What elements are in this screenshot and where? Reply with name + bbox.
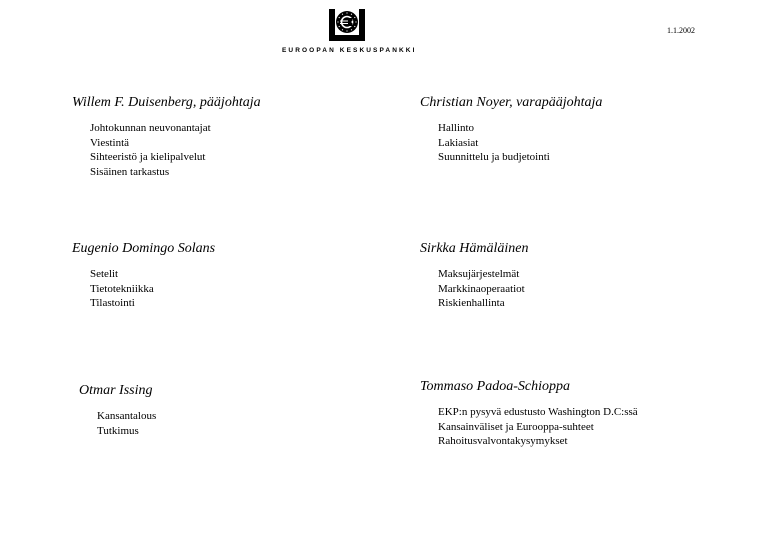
- board-member-block: [79, 383, 156, 438]
- document-date: 1.1.2002: [667, 26, 695, 35]
- duty-item: Lakiasiat: [438, 136, 479, 149]
- duties-list: [438, 267, 528, 311]
- duty-item: Johtokunnan neuvonantajat: [90, 122, 211, 134]
- duty-item: EKP:n pysyvä edustusto Washington D.C:ssä: [438, 406, 638, 418]
- duty-item: Kansantalous: [97, 410, 157, 422]
- duty-item: Tietotekniikka: [90, 282, 154, 295]
- duty-item: Setelit: [90, 268, 119, 280]
- duty-item: Hallinto: [438, 122, 475, 134]
- duty-item: Markkinaoperaatiot: [438, 282, 525, 295]
- board-member-block: [420, 241, 528, 311]
- duties-list: [90, 267, 215, 311]
- board-member-block: [72, 241, 215, 311]
- duty-item: Sihteeristö ja kielipalvelut: [90, 151, 206, 163]
- board-member-block: [72, 95, 261, 179]
- member-name: Eugenio Domingo Solans: [72, 241, 216, 256]
- ecb-euro-logo-icon: [329, 9, 365, 41]
- duty-item: Tilastointi: [90, 297, 135, 309]
- duties-list: [438, 121, 602, 165]
- organization-name: EUROOPAN KESKUSPANKKI: [282, 47, 417, 54]
- duty-item: Riskienhallinta: [438, 297, 505, 309]
- duty-item: Suunnittelu ja budjetointi: [438, 151, 550, 163]
- member-name: Christian Noyer, varapääjohtaja: [420, 95, 603, 110]
- member-name: Tommaso Padoa-Schioppa: [420, 379, 570, 394]
- member-name: Sirkka Hämäläinen: [420, 241, 529, 256]
- board-member-block: [420, 95, 602, 165]
- duty-item: Viestintä: [90, 136, 130, 149]
- member-name: Willem F. Duisenberg, pääjohtaja: [72, 95, 261, 110]
- duties-list: [97, 409, 156, 438]
- board-member-block: [420, 379, 638, 449]
- duties-list: [90, 121, 261, 179]
- duty-item: Maksujärjestelmät: [438, 268, 520, 280]
- duty-item: Kansainväliset ja Eurooppa-suhteet: [438, 420, 594, 433]
- member-name: Otmar Issing: [79, 383, 153, 398]
- duty-item: Sisäinen tarkastus: [90, 165, 170, 178]
- duties-list: [438, 405, 638, 449]
- duty-item: Tutkimus: [97, 424, 139, 437]
- duty-item: Rahoitusvalvontakysymykset: [438, 435, 568, 447]
